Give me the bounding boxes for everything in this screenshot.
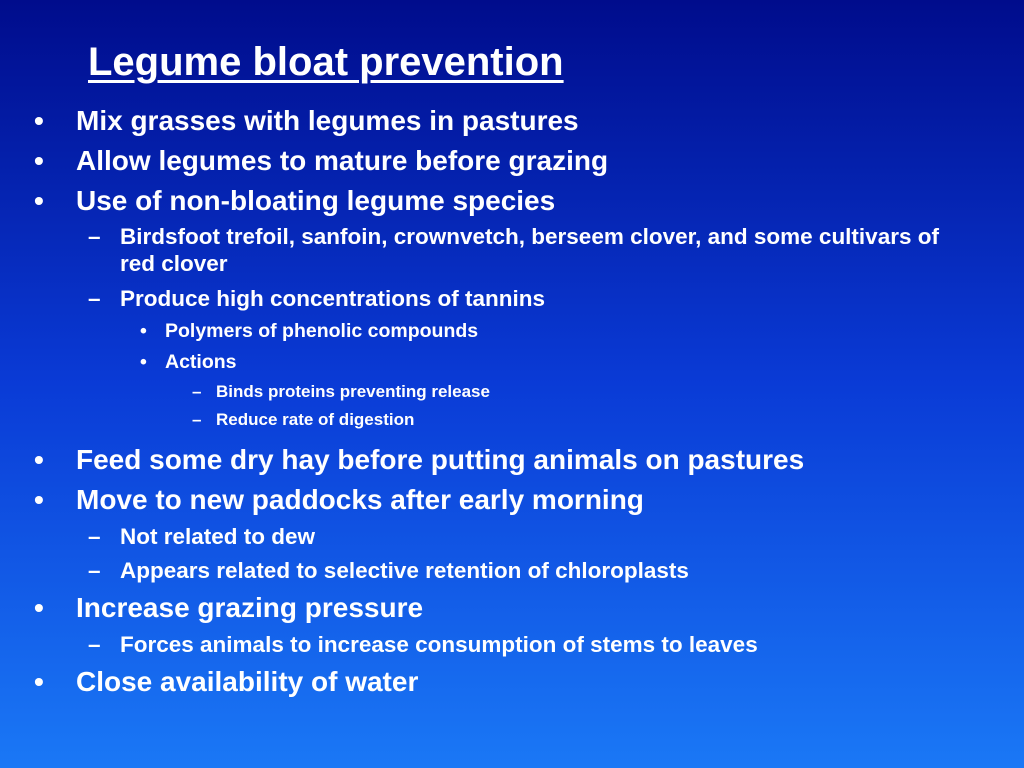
bullet-marker: • — [140, 351, 147, 373]
level4-bullet-item — [0, 406, 1024, 440]
bullet-text: Move to new paddocks after early morning — [76, 484, 644, 515]
bullet-item — [0, 662, 1024, 702]
sub-bullet-item — [0, 282, 1024, 316]
dash-marker: – — [192, 382, 202, 401]
dash-marker: – — [88, 632, 101, 657]
bullet-text: Feed some dry hay before putting animals on pastures — [76, 444, 805, 475]
bullet-item — [0, 440, 1024, 480]
level4-bullet-text: Binds proteins preventing release — [216, 382, 490, 401]
bullet-marker: • — [34, 145, 44, 176]
sub-sub-bullet-text: Polymers of phenolic compounds — [165, 320, 479, 342]
level4-bullet-item — [0, 378, 1024, 406]
sub-sub-bullet-item — [0, 347, 1024, 378]
bullet-item — [0, 101, 1024, 141]
bullet-item — [0, 480, 1024, 520]
sub-bullet-item — [0, 554, 1024, 588]
sub-sub-bullet-item — [0, 316, 1024, 347]
sub-bullet-text: Produce high concentrations of tannins — [120, 286, 546, 311]
bullet-item — [0, 181, 1024, 221]
bullet-marker: • — [34, 444, 44, 475]
bullet-marker: • — [34, 484, 44, 515]
bullet-marker: • — [34, 185, 44, 216]
bullet-text: Allow legumes to mature before grazing — [76, 145, 609, 176]
bullet-marker: • — [34, 592, 44, 623]
sub-bullet-text: Forces animals to increase consumption of stems to leaves — [120, 632, 758, 657]
dash-marker: – — [88, 524, 101, 549]
sub-bullet-item — [0, 221, 1024, 282]
bullet-marker: • — [140, 320, 147, 342]
sub-sub-bullet-text: Actions — [165, 351, 237, 373]
sub-bullet-item — [0, 628, 1024, 662]
sub-bullet-text: Not related to dew — [120, 524, 316, 549]
bullet-text: Increase grazing pressure — [76, 592, 424, 623]
dash-marker: – — [88, 286, 101, 311]
bullet-marker: • — [34, 105, 44, 136]
bullet-item — [0, 588, 1024, 628]
bullet-text: Use of non-bloating legume species — [76, 185, 556, 216]
bullet-text: Close availability of water — [76, 666, 419, 697]
dash-marker: – — [192, 410, 202, 429]
slide-title: Legume bloat prevention — [88, 40, 564, 84]
bullet-marker: • — [34, 666, 44, 697]
sub-bullet-item — [0, 520, 1024, 554]
sub-bullet-text: Appears related to selective retention of chloroplasts — [120, 558, 689, 583]
sub-bullet-text: Birdsfoot trefoil, sanfoin, crownvetch, berseem clover, and some cultivars of red clover — [120, 224, 939, 276]
bullet-text: Mix grasses with legumes in pastures — [76, 105, 579, 136]
level4-bullet-text: Reduce rate of digestion — [216, 410, 415, 429]
dash-marker: – — [88, 224, 101, 249]
bullet-list — [0, 101, 1024, 702]
dash-marker: – — [88, 558, 101, 583]
bullet-item — [0, 141, 1024, 181]
